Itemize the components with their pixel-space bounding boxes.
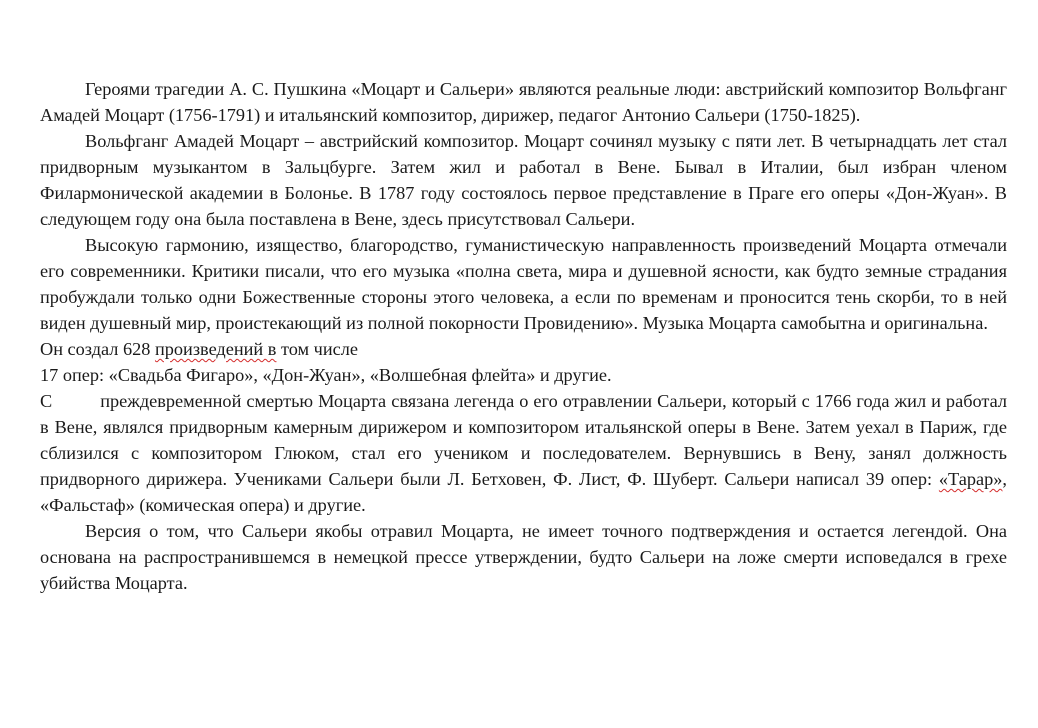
works-count-text: Он создал 628 <box>40 339 155 359</box>
paragraph-salieri <box>40 388 1007 518</box>
salieri-text: преждевременной смертью Моцарта связана легенда о его отравлении Сальери, который с 1766 года жил и работал в Вене, являлся придворным камерным дирижером и композитором итальянской оперы в Вене. Затем уехал в Париж, где сблизился с композитором Глюком, стал его учеником и последователем. Вернувшись в Вену, занял должность придворного дирижера. Учениками Сальери были Л. Бетховен, Ф. Лист, Ф. Шуберт. Сальери написал 39 опер: <box>40 391 1007 489</box>
spelling-marked-text: произведений в <box>154 339 277 359</box>
document-page <box>40 76 1007 596</box>
works-count-end: том числе <box>276 339 358 359</box>
paragraph-heroes: Героями трагедии А. С. Пушкина «Моцарт и Сальери» являются реальные люди: австрийский композитор Вольфганг Амадей Моцарт (1756-1791) и итальянский композитор, дирижер, педагог Антонио Сальери (1750-1825). <box>40 79 1007 125</box>
salieri-text-end: , «Фальстаф» (комическая опера) и другие. <box>40 469 1007 515</box>
line-works-count <box>40 336 1007 362</box>
spelling-marked-opera: «Тарар» <box>938 469 1003 489</box>
paragraph-legend-version: Версия о том, что Сальери якобы отравил Моцарта, не имеет точного подтверждения и остается легендой. Она основана на распространившемся в немецкой прессе утверждении, будто Сальери на ложе смерти исповедался в грехе убийства Моцарта. <box>40 521 1007 593</box>
salieri-first-letter: С <box>40 391 53 411</box>
line-operas: 17 опер: «Свадьба Фигаро», «Дон-Жуан», «Волшебная флейта» и другие. <box>40 365 612 385</box>
paragraph-mozart-biography: Вольфганг Амадей Моцарт – австрийский композитор. Моцарт сочинял музыку с пяти лет. В четырнадцать лет стал придворным музыкантом в Зальцбурге. Затем жил и работал в Вене. Бывал в Италии, был избран членом Филармонической академии в Болонье. В 1787 году состоялось первое представление в Праге его оперы «Дон-Жуан». В следующем году она была поставлена в Вене, здесь присутствовал Сальери. <box>40 131 1007 229</box>
paragraph-mozart-music: Высокую гармонию, изящество, благородство, гуманистическую направленность произведений Моцарта отмечали его современники. Критики писали, что его музыка «полна света, мира и душевной ясности, как будто земные страдания пробуждали только одни Божественные стороны этого человека, а если по временам и проносится тень скорби, то в ней виден душевный мир, проистекающий из полной покорности Провидению». Музыка Моцарта самобытна и оригинальна. <box>40 235 1007 333</box>
